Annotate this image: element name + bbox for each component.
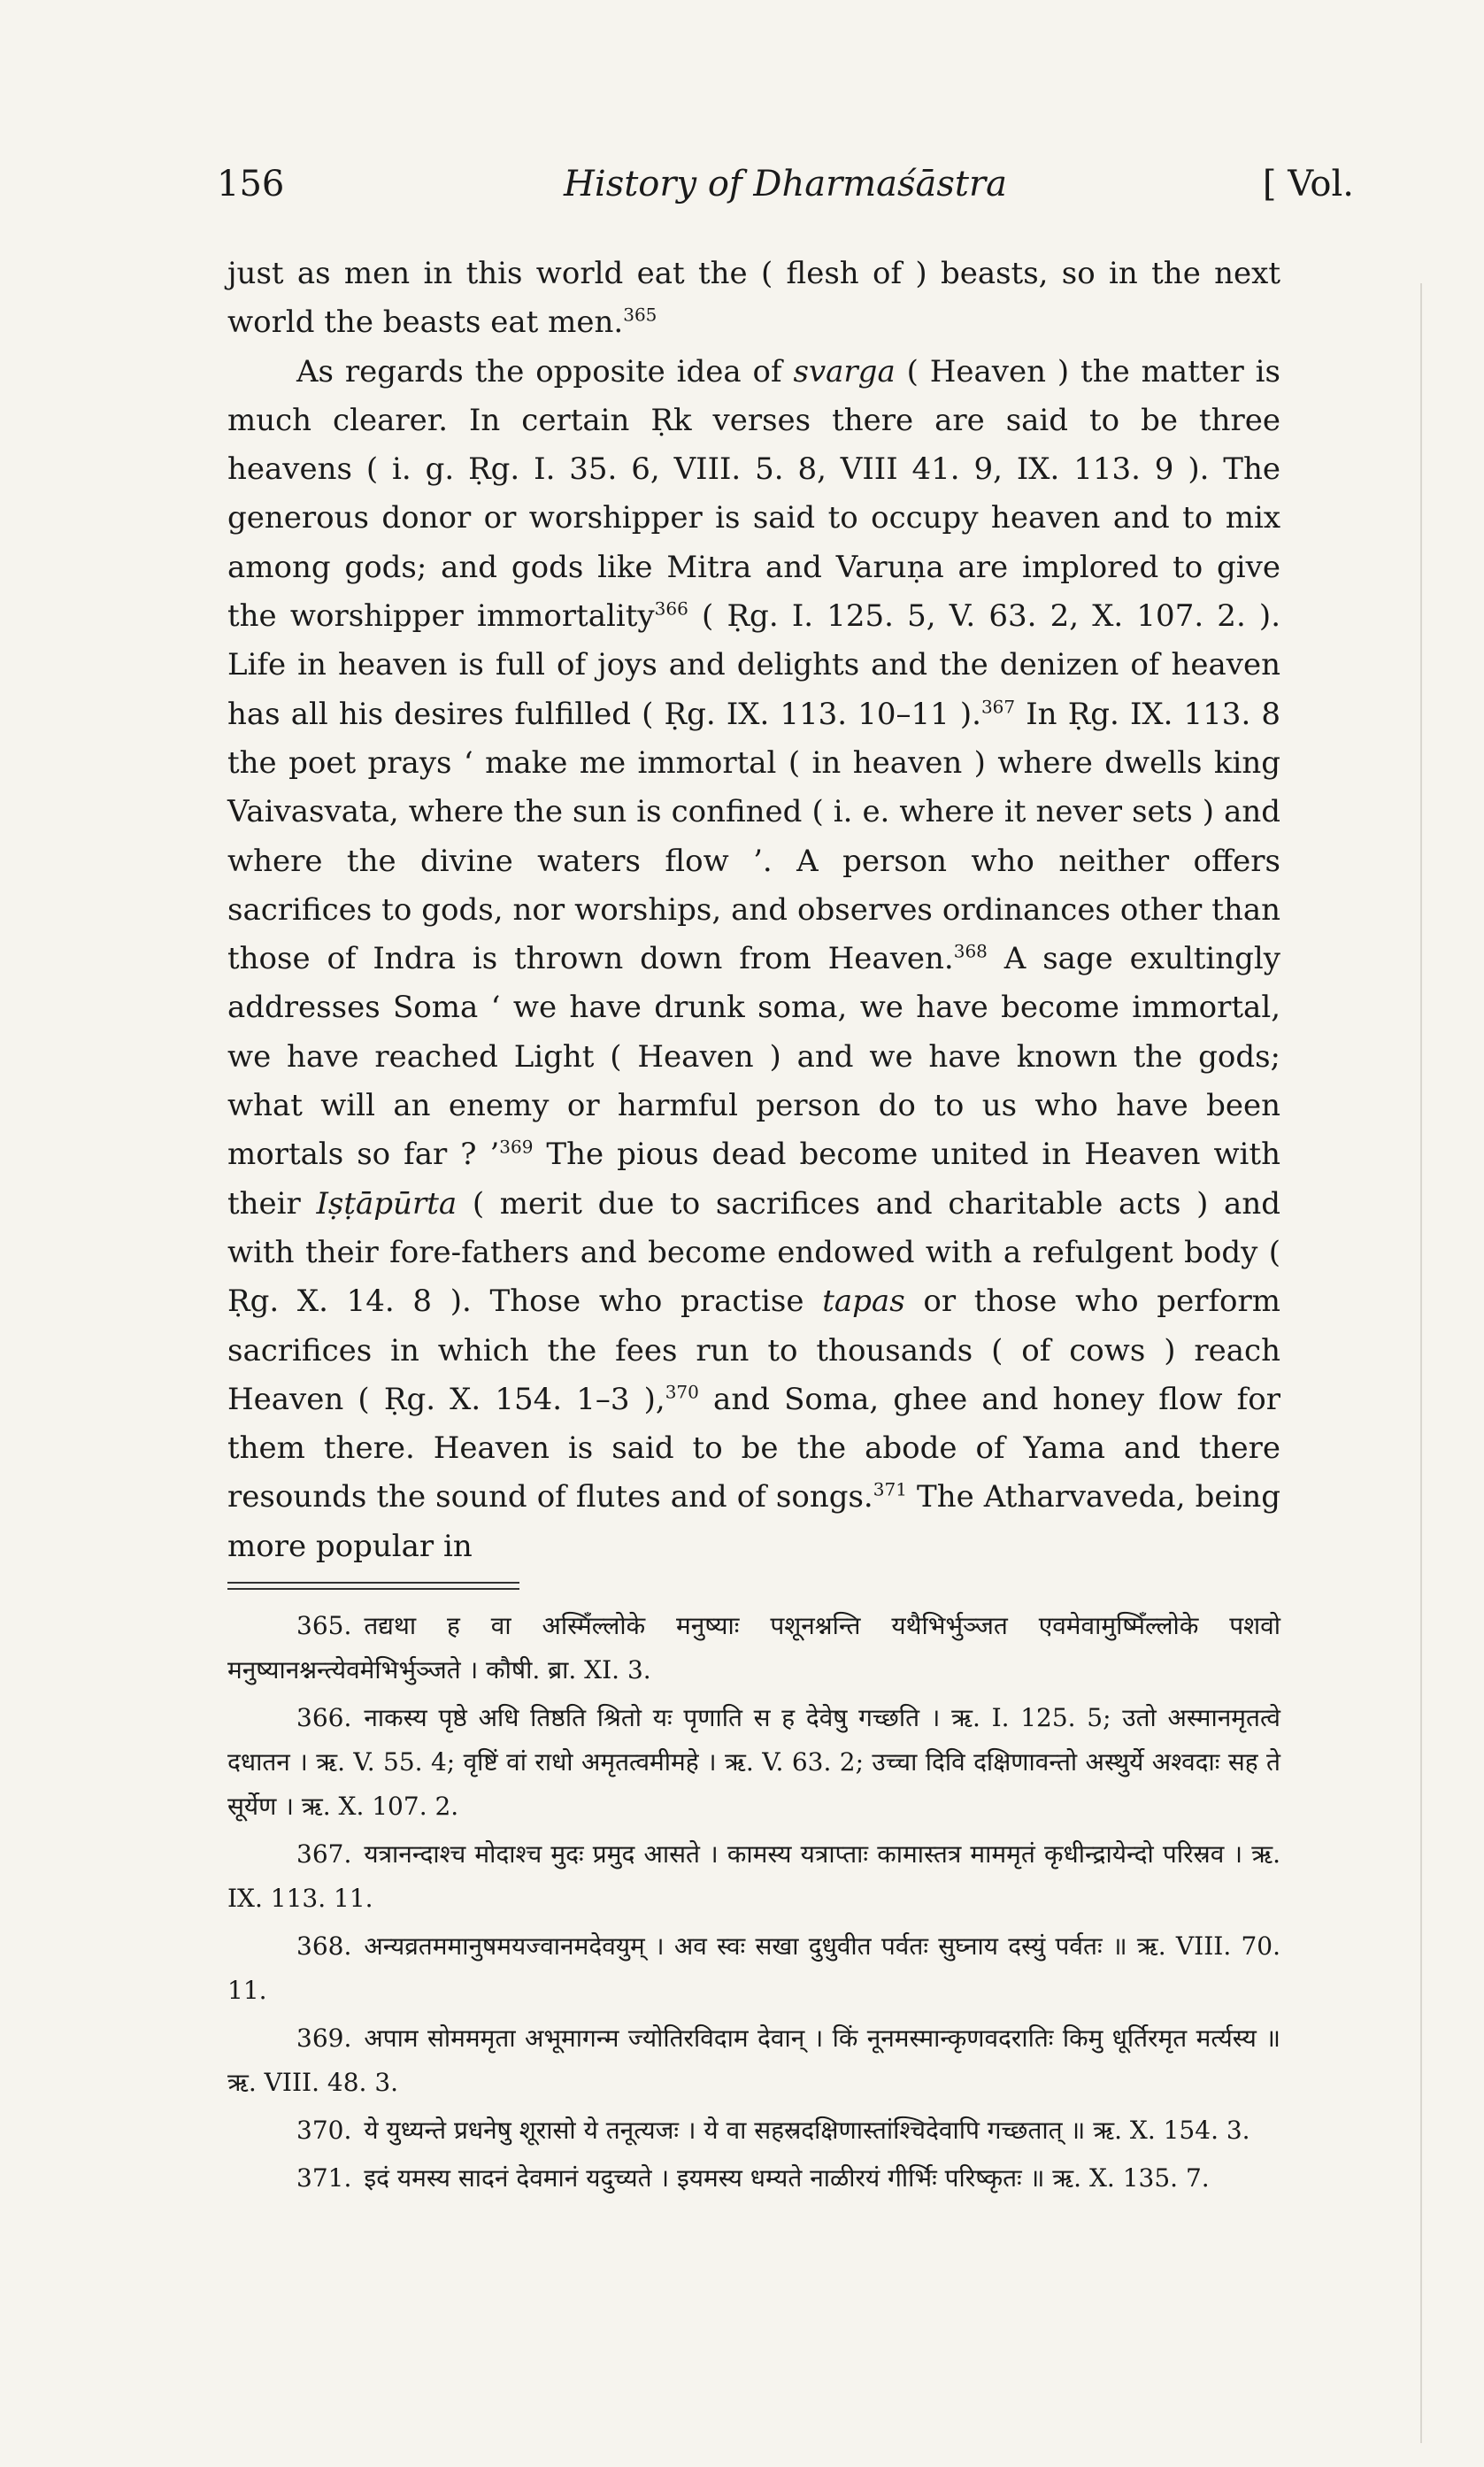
footnote-367: 367. यत्रानन्दाश्च मोदाश्च मुदः प्रमुद आसते । कामस्य यत्राप्ताः कामास्तत्र माममृतं कृधीन्द्रायेन्दो परिस्रव । ऋ. IX. 113. 11. xyxy=(227,1839,1280,1913)
footnote-rule-double xyxy=(227,1588,519,1590)
footnote-ref-366: 366 xyxy=(654,597,688,620)
book-title: History of Dharmaśāstra xyxy=(564,164,1007,204)
paragraph-1: just as men in this world eat the ( flesh of ) beasts, so in the next world the beasts eat men.$^{365}$ xyxy=(227,256,1280,341)
footnote-369: 369. अपाम सोमममृता अभूमागन्म ज्योतिरविदाम देवान् । किं नूनमस्मान्कृणवदरातिः किमु धूर्तिरमृत मर्त्यस्य ॥ ऋ. VIII. 48. 3. xyxy=(227,2024,1280,2097)
main-text xyxy=(227,250,1280,1571)
footnote-ref-367: 367 xyxy=(980,696,1016,718)
footnote-ref-370: 370 xyxy=(665,1381,699,1403)
term-istapurta: Iṣṭāpūrta xyxy=(316,1185,458,1222)
footnote-ref-369: 369 xyxy=(499,1137,534,1159)
footnote-ref-365: 365 xyxy=(623,304,657,326)
page-number: 156 xyxy=(217,164,285,204)
scan-edge-line xyxy=(1420,283,1422,2443)
footnote-371: 371. इदं यमस्य सादनं देवमानं यदुच्यते । इयमस्य धम्यते नाळीरयं गीर्भिः परिष्कृतः ॥ ऋ. X. 135. 7. xyxy=(296,2163,1210,2193)
footnote-370: 370. ये युध्यन्ते प्रधनेषु शूरासो ये तनूत्यजः । ये वा सहस्रदक्षिणास्तांश्चिदेवापि गच्छतात् ॥ ऋ. X. 154. 3. xyxy=(296,2116,1250,2145)
footnote-366: 366. नाकस्य पृष्ठे अधि तिष्ठति श्रितो यः पृणाति स ह देवेषु गच्छति । ऋ. I. 125. 5; उतो अस्मानमृतत्वे दधातन । ऋ. V. 55. 4; वृष्टिं वां राधो अमृतत्वमीमहे । ऋ. V. 63. 2; उच्चा दिवि दक्षिणावन्तो अस्थुर्ये अश्वदाः सह ते सूर्येण । ऋ. X. 107. 2. xyxy=(227,1703,1280,1821)
footnote-ref-371: 371 xyxy=(873,1479,907,1501)
term-tapas: tapas xyxy=(822,1284,905,1320)
footnote-rule xyxy=(227,1582,519,1584)
footnotes-section xyxy=(227,1604,1280,2204)
term-svarga: svarga xyxy=(793,353,896,389)
running-header xyxy=(217,164,1354,217)
paragraph-2: As regards the opposite idea of svarga ( Heaven ) the matter is much clearer. In certain Ṛk verses there are said to be three heavens ( i. g. Ṛg. I. 35. 6, VIII. 5. 8, VIII 41. 9, IX. 113. 9 ). The generous donor or worshipper is said to occupy heaven and to mix among gods; and gods like Mitra and Varuṇa are implored to give the worshipper immortality$^{366}$ ( Ṛg. I. 125. 5, V. 63. 2, X. 107. 2. ). Life in heaven is full of joys and delights and the denizen of heaven has all his desires fulfilled ( Ṛg. IX. 113. 10–11 ).$^{367}$ In Ṛg. IX. 113. 8 the poet prays ‘ make me immortal ( in heaven ) where dwells king Vaivasvata, where the sun is confined ( i. e. where it never sets ) and where the divine waters flow ’. A person who neither offers sacrifices to gods, nor worships, and observes ordinances other than those of Indra is thrown down from Heaven.$^{368}$ A sage exultingly addresses Soma ‘ we have drunk soma, we have become immortal, we have reached Light ( Heaven ) and we have known the gods; what will an enemy or harmful person do to us who have been mortals so far ? ’$^{369}$ The pious dead become united in Heaven with their Iṣṭāpūrta ( merit due to sacrifices and charitable acts ) and with their fore-fathers and become endowed with a refulgent body ( Ṛg. X. 14. 8 ). Those who practise tapas or those who perform sacrifices in which the fees run to thousands ( of cows ) reach Heaven ( Ṛg. X. 154. 1–3 ),$^{370}$ and Soma, ghee and honey flow for them there. Heaven is said to be the abode of Yama and there resounds the sound of flutes and of songs.$^{371}$ The Atharvaveda, being more popular in xyxy=(227,353,1281,1564)
volume-label: [ Vol. xyxy=(1262,164,1354,204)
footnote-ref-368: 368 xyxy=(953,940,988,962)
footnote-368: 368. अन्यव्रतममानुषमयज्वानमदेवयुम् । अव स्वः सखा दुधुवीत पर्वतः सुघ्नाय दस्युं पर्वतः ॥ ऋ. VIII. 70. 11. xyxy=(227,1931,1280,2005)
footnote-365: 365. तद्यथा ह वा अस्मिँल्लोके मनुष्याः पशूनश्नन्ति यथैभिर्भुञ्जत एवमेवामुष्मिँल्लोके पशवो मनुष्यानश्नन्त्येवमेभिर्भुञ्जते । कौषी. ब्रा. XI. 3. xyxy=(227,1611,1280,1684)
